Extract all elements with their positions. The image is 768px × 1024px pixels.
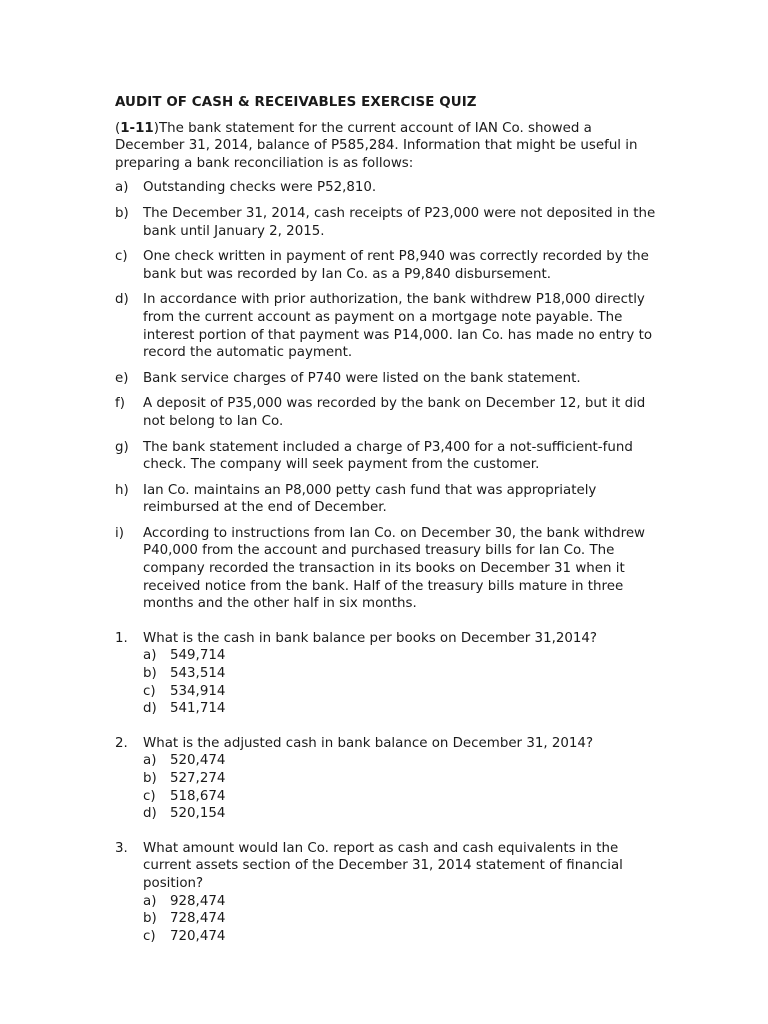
intro-text: )The bank statement for the current account of IAN Co. showed a December 31, 2014, balance of P585,284. Information that might be useful in preparing a bank reconciliation is as follows: (115, 120, 638, 171)
choice-letter: d) (143, 806, 157, 822)
question-text: What is the adjusted cash in bank balance on December 31, 2014? (143, 735, 594, 751)
choice-value: 728,474 (170, 911, 226, 927)
document-title: AUDIT OF CASH & RECEIVABLES EXERCISE QUIZ (115, 95, 477, 110)
fact-text: Outstanding checks were P52,810. (143, 180, 377, 196)
problem-intro (115, 120, 660, 173)
intro-range: 1-11 (120, 120, 154, 136)
fact-list (115, 179, 660, 612)
fact-item (115, 525, 660, 613)
question-row (115, 630, 660, 648)
intro-open-paren: ( (115, 120, 121, 136)
fact-marker: i) (115, 525, 124, 541)
choice-item (143, 700, 660, 718)
choice-item (143, 788, 660, 806)
fact-item (115, 395, 660, 430)
choice-item (143, 910, 660, 928)
choice-letter: b) (143, 666, 157, 682)
fact-item (115, 482, 660, 517)
choice-item (143, 683, 660, 701)
choice-list (143, 752, 660, 822)
document-page (115, 94, 660, 962)
choice-item (143, 928, 660, 946)
fact-marker: g) (115, 439, 129, 455)
choice-letter: c) (143, 928, 156, 944)
choice-value: 518,674 (170, 788, 226, 804)
choice-letter: d) (143, 701, 157, 717)
choice-value: 541,714 (170, 701, 226, 717)
fact-item (115, 291, 660, 361)
question-list (115, 630, 660, 946)
question-number: 2. (115, 735, 128, 751)
fact-text: According to instructions from Ian Co. on December 30, the bank withdrew P40,000 from the account and purchased treasury bills for Ian Co. The company recorded the transaction in its books on December 31 when it received notice from the bank. Half of the treasury bills mature in three months and the other half in six months. (143, 525, 646, 612)
choice-letter: a) (143, 648, 157, 664)
fact-text: In accordance with prior authorization, the bank withdrew P18,000 directly from the current account as payment on a mortgage note payable. The interest portion of that payment was P14,000. Ian Co. has made no entry to record the automatic payment. (143, 292, 653, 361)
fact-marker: d) (115, 292, 129, 308)
fact-marker: a) (115, 180, 129, 196)
question-text: What amount would Ian Co. report as cash and cash equivalents in the current assets section of the December 31, 2014 statement of financial position? (143, 840, 623, 891)
choice-value: 549,714 (170, 648, 226, 664)
fact-text: The bank statement included a charge of P3,400 for a not-sufficient-fund check. The company will seek payment from the customer. (143, 439, 633, 473)
choice-value: 543,514 (170, 666, 226, 682)
fact-text: A deposit of P35,000 was recorded by the bank on December 12, but it did not belong to Ian Co. (143, 396, 646, 429)
fact-item (115, 205, 660, 240)
choice-value: 928,474 (170, 893, 226, 909)
choice-item (143, 770, 660, 788)
choice-list (143, 647, 660, 717)
fact-text: Bank service charges of P740 were listed on the bank statement. (143, 370, 581, 386)
question-number: 1. (115, 630, 128, 646)
question-item (115, 840, 660, 946)
fact-item (115, 370, 660, 388)
choice-value: 520,474 (170, 753, 226, 769)
fact-marker: e) (115, 370, 129, 386)
fact-item (115, 439, 660, 474)
question-row (115, 735, 660, 753)
choice-letter: b) (143, 771, 157, 786)
choice-letter: c) (143, 683, 156, 699)
question-text: What is the cash in bank balance per books on December 31,2014? (143, 630, 598, 646)
choice-item (143, 665, 660, 683)
fact-text: The December 31, 2014, cash receipts of P23,000 were not deposited in the bank until January 2, 2015. (143, 205, 656, 239)
fact-item (115, 248, 660, 283)
fact-marker: h) (115, 482, 129, 498)
choice-letter: a) (143, 753, 157, 769)
choice-letter: a) (143, 893, 157, 909)
fact-marker: c) (115, 249, 128, 265)
choice-item (143, 647, 660, 665)
fact-item (115, 179, 660, 197)
question-item (115, 735, 660, 823)
choice-value: 534,914 (170, 683, 226, 699)
choice-letter: b) (143, 911, 157, 927)
choice-value: 520,154 (170, 806, 226, 822)
question-row (115, 840, 660, 893)
choice-item (143, 805, 660, 823)
choice-list (143, 893, 660, 946)
choice-letter: c) (143, 788, 156, 804)
choice-item (143, 752, 660, 770)
fact-text: One check written in payment of rent P8,940 was correctly recorded by the bank but was recorded by Ian Co. as a P9,840 disbursement. (143, 249, 649, 282)
fact-marker: b) (115, 205, 129, 221)
choice-value: 527,274 (170, 771, 226, 786)
choice-value: 720,474 (170, 928, 226, 944)
fact-text: Ian Co. maintains an P8,000 petty cash fund that was appropriately reimbursed at the end of December. (143, 482, 597, 516)
question-number: 3. (115, 840, 128, 856)
choice-item (143, 893, 660, 911)
fact-marker: f) (115, 396, 125, 412)
question-item (115, 630, 660, 718)
